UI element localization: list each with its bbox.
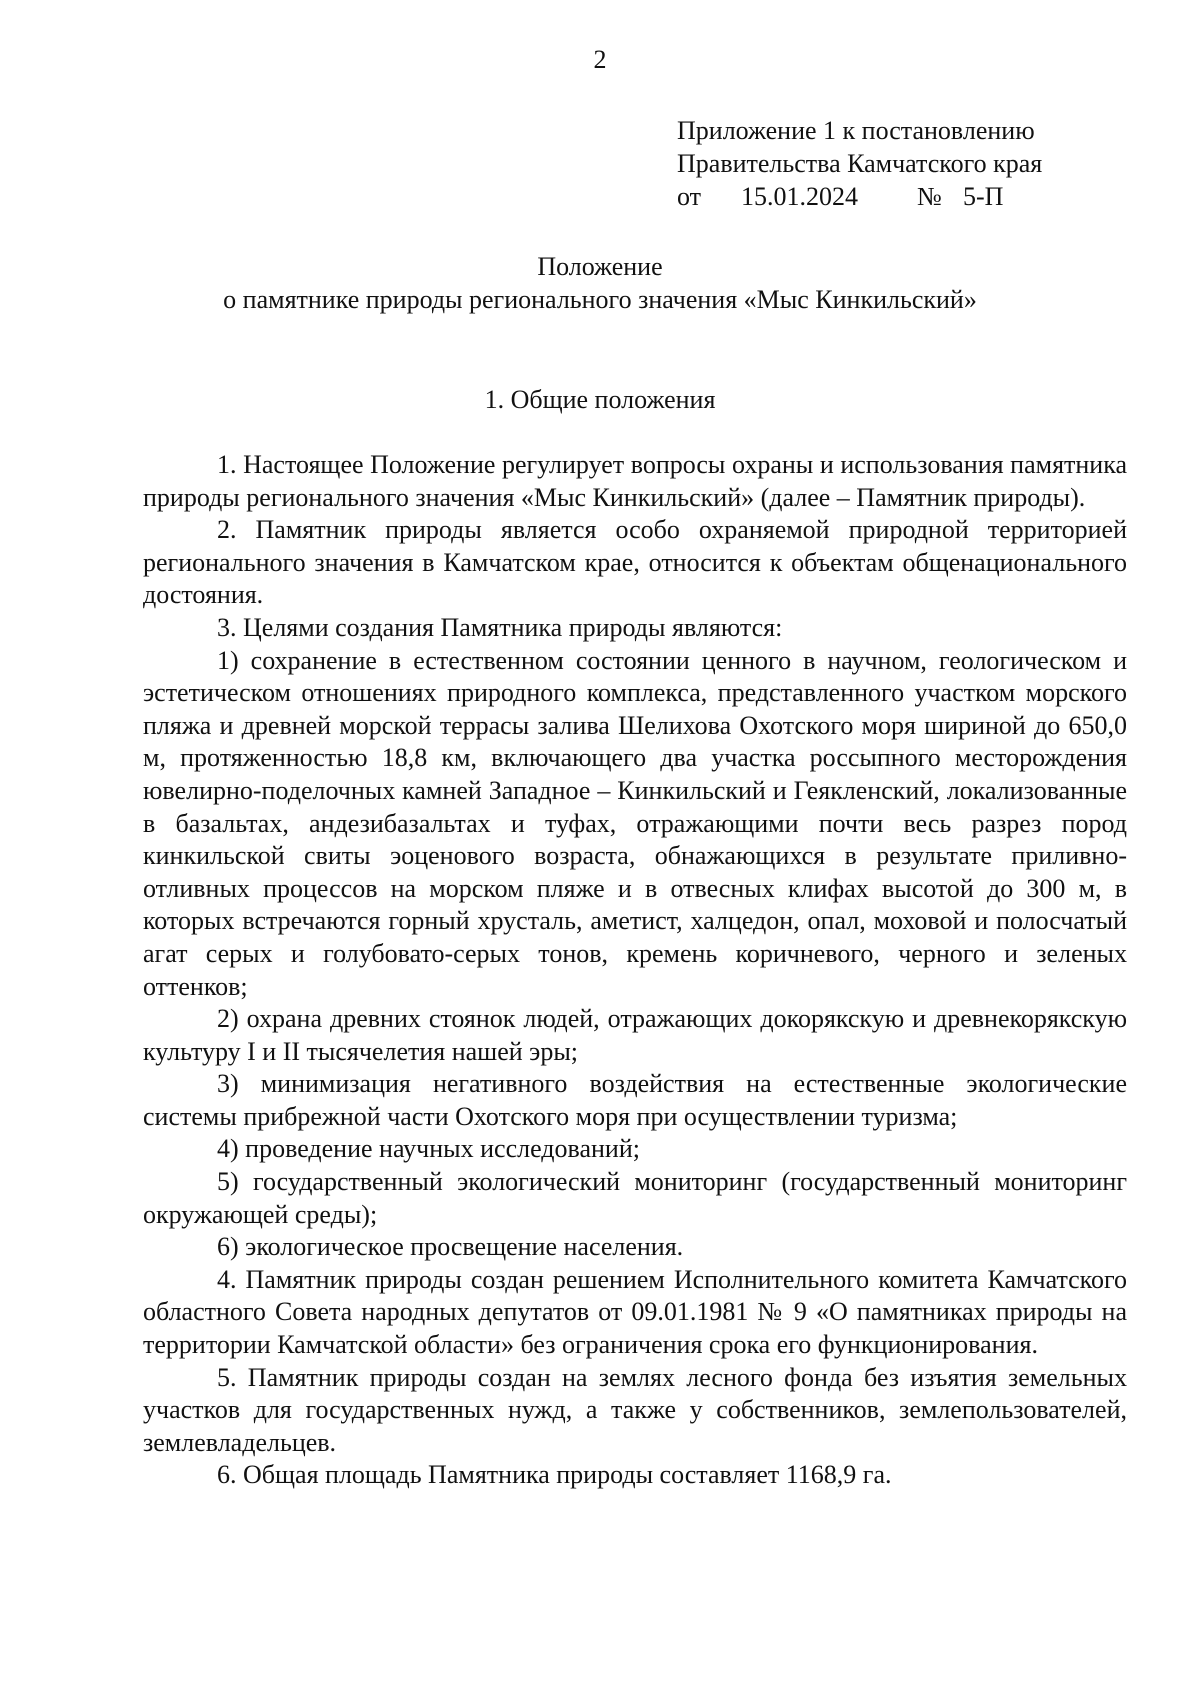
paragraph-4: 4. Памятник природы создан решением Исполнительного комитета Камчатского областного Совета народных депутатов от 09.01.1981 № 9 «О памятниках природы на территории Камчатской области» без ограничения срока его функционирования. xyxy=(143,1264,1127,1360)
paragraph-1: 1. Настоящее Положение регулирует вопросы охраны и использования памятника природы регионального значения «Мыс Кинкильский» (далее – Памятник природы). xyxy=(143,450,1127,512)
goal-item-5: 5) государственный экологический мониторинг (государственный мониторинг окружающей среды); xyxy=(143,1167,1127,1229)
section-heading: 1. Общие положения xyxy=(484,385,716,414)
appendix-header xyxy=(677,114,1042,213)
goal-item-6: 6) экологическое просвещение населения. xyxy=(217,1232,684,1262)
appendix-line-2: Правительства Камчатского края xyxy=(677,149,1043,178)
paragraph-3: 3. Целями создания Памятника природы являются: xyxy=(217,612,783,642)
resolution-number: 5-П xyxy=(963,182,1004,211)
from-label: от xyxy=(677,182,702,211)
body-text xyxy=(143,449,1127,1492)
paragraph-2: 2. Памятник природы является особо охраняемой природной территорией регионального значения в Камчатском крае, относится к объектам общенационального достояния. xyxy=(143,515,1127,610)
page-number: 2 xyxy=(593,45,607,74)
goal-item-3: 3) минимизация негативного воздействия на естественные экологические системы прибрежной части Охотского моря при осуществлении туризма; xyxy=(143,1069,1127,1131)
title-line-2: о памятнике природы регионального значения «Мыс Кинкильский» xyxy=(223,285,977,314)
goal-item-4: 4) проведение научных исследований; xyxy=(217,1134,640,1164)
resolution-date: 15.01.2024 xyxy=(741,182,858,211)
paragraph-5: 5. Памятник природы создан на землях лесного фонда без изъятия земельных участков для государственных нужд, а также у собственников, землепользователей, землевладельцев. xyxy=(143,1362,1127,1457)
paragraph-6: 6. Общая площадь Памятника природы составляет 1168,9 га. xyxy=(217,1460,892,1490)
goal-item-2: 2) охрана древних стоянок людей, отражающих докорякскую и древнекорякскую культуру I и II тысячелетия нашей эры; xyxy=(143,1004,1127,1066)
appendix-date-line xyxy=(677,180,1042,213)
appendix-line-1: Приложение 1 к постановлению xyxy=(677,116,1035,145)
goal-item-1: 1) сохранение в естественном состоянии ценного в научном, геологическом и эстетическом отношениях природного комплекса, представленного участком морского пляжа и древней морской террасы залива Шелихова Охотского моря шириной до 650,0 м, протяженностью 18,8 км, включающего два участка россыпного месторождения ювелирно-поделочных камней Западное – Кинкильский и Геякленский, локализованные в базальтах, андезибазальтах и туфах, отражающими почти весь разрез пород кинкильской свиты эоценового возраста, обнажающихся в результате приливно-отливных процессов на морском пляже и в отвесных клифах высотой до 300 м, в которых встречаются горный хрусталь, аметист, халцедон, опал, моховой и полосчатый агат серых и голубовато-серых тонов, кремень коричневого, черного и зеленых оттенков; xyxy=(143,645,1127,1001)
title-line-1: Положение xyxy=(537,252,663,281)
number-sign: № xyxy=(917,182,942,211)
document-title xyxy=(0,250,1200,316)
